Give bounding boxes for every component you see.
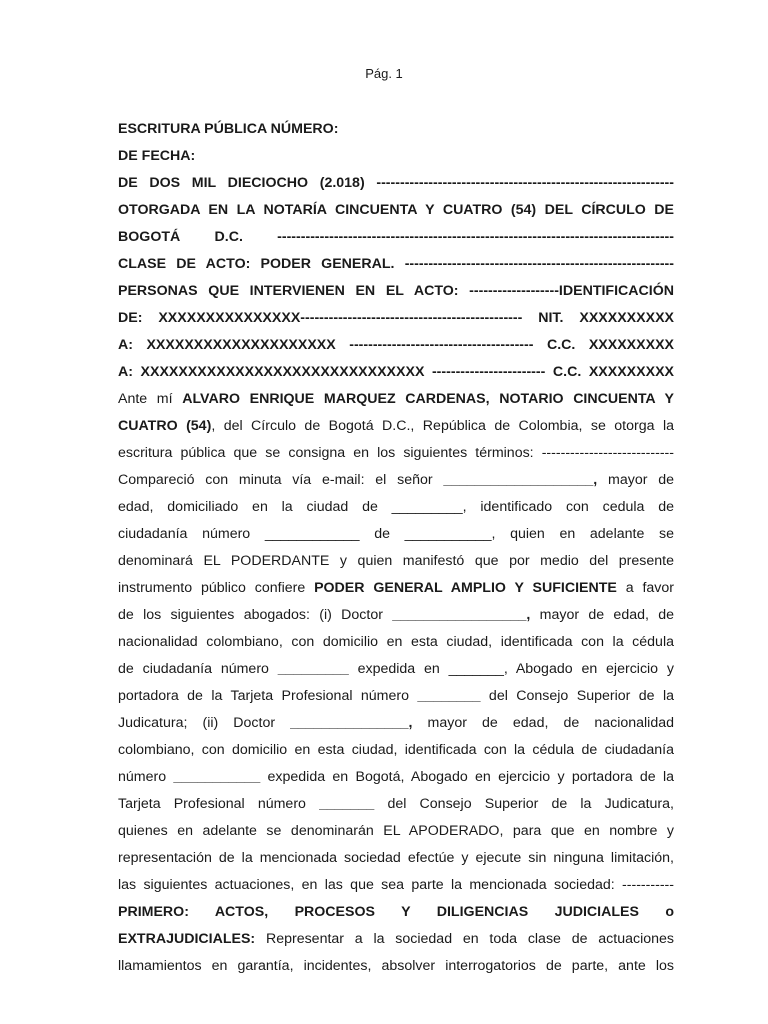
bold-text-segment: ALVARO ENRIQUE MARQUEZ CARDENAS, NOTARIO CINCUENTA Y [182, 391, 674, 407]
document-line [118, 926, 674, 953]
document-line [118, 224, 674, 251]
document-line [118, 764, 674, 791]
document-line [118, 791, 674, 818]
bold-text-segment: PRIMERO: ACTOS, PROCESOS Y DILIGENCIAS JUDICIALES o [118, 904, 674, 920]
page-number: Pág. 1 [365, 66, 403, 81]
text-segment: escritura pública que se consigna en los siguientes términos: ---------------------------- [118, 445, 674, 461]
bold-text-segment: ___________________, [443, 472, 598, 488]
document-line [118, 710, 674, 737]
document-line [118, 440, 674, 467]
text-segment: Representar a la sociedad en toda clase de actuaciones [255, 931, 674, 947]
text-segment: nacionalidad colombiano, con domicilio en esta ciudad, identificada con la cédula [118, 634, 674, 650]
document-line [118, 872, 674, 899]
text-segment: quienes en adelante se denominarán EL APODERADO, para que en nombre y [118, 823, 674, 839]
bold-text-segment: OTORGADA EN LA NOTARÍA CINCUENTA Y CUATRO (54) DEL CÍRCULO DE [118, 202, 674, 218]
bold-text-segment: ___________ [173, 769, 261, 785]
text-segment: , del Círculo de Bogotá D.C., República de Colombia, se otorga la [211, 418, 674, 434]
text-segment: edad, domiciliado en la ciudad de _________, identificado con cedula de [118, 499, 674, 515]
bold-text-segment: ESCRITURA PÚBLICA NÚMERO: [118, 121, 339, 137]
document-line [118, 251, 674, 278]
document-line [118, 143, 674, 170]
document-line [118, 737, 674, 764]
bold-text-segment: PERSONAS QUE INTERVIENEN EN EL ACTO: -------------------IDENTIFICACIÓN [118, 283, 674, 299]
document-body [118, 116, 674, 980]
bold-text-segment: BOGOTÁ D.C. ------------------------------------------------------------------------------------ [118, 229, 674, 245]
document-line [118, 170, 674, 197]
text-segment: expedida en _______, Abogado en ejercicio y [348, 661, 674, 677]
text-segment: Tarjeta Profesional número [118, 796, 320, 812]
text-segment: de los siguientes abogados: (i) Doctor [118, 607, 393, 623]
bold-text-segment: CUATRO (54) [118, 418, 212, 434]
bold-text-segment: _______________, [290, 715, 413, 731]
bold-text-segment: _________________, [392, 607, 531, 623]
document-line [118, 494, 674, 521]
document-line [118, 953, 674, 980]
document-line [118, 602, 674, 629]
text-segment: denominará EL PODERDANTE y quien manifestó que por medio del presente [118, 553, 674, 569]
bold-text-segment: DE FECHA: [118, 148, 196, 164]
text-segment: llamamientos en garantía, incidentes, absolver interrogatorios de parte, ante los [118, 958, 674, 974]
bold-text-segment: _______ [319, 796, 375, 812]
text-segment: mayor de [597, 472, 674, 488]
document-line [118, 656, 674, 683]
text-segment: las siguientes actuaciones, en las que sea parte la mencionada sociedad: ----------- [118, 877, 674, 893]
text-segment: representación de la mencionada sociedad efectúe y ejecute sin ninguna limitación, [118, 850, 674, 866]
document-line [118, 845, 674, 872]
bold-text-segment: ________ [417, 688, 481, 704]
text-segment: colombiano, con domicilio en esta ciudad, identificada con la cédula de ciudadanía [118, 742, 674, 758]
document-line [118, 386, 674, 413]
bold-text-segment: _________ [277, 661, 349, 677]
document-line [118, 818, 674, 845]
bold-text-segment: PODER GENERAL AMPLIO Y SUFICIENTE [314, 580, 617, 596]
text-segment: Ante mí [118, 391, 183, 407]
document-line [118, 899, 674, 926]
bold-text-segment: DE: XXXXXXXXXXXXXXX----------------------------------------------- NIT. XXXXXXXXXX [118, 310, 674, 326]
document-line [118, 413, 674, 440]
bold-text-segment: A: XXXXXXXXXXXXXXXXXXXX --------------------------------------- C.C. XXXXXXXXX [118, 337, 674, 353]
document-line [118, 305, 674, 332]
text-segment: del Consejo Superior de la [480, 688, 674, 704]
text-segment: a favor [616, 580, 674, 596]
text-segment: Compareció con minuta vía e-mail: el señor [118, 472, 444, 488]
bold-text-segment: CLASE DE ACTO: PODER GENERAL. --------------------------------------------------------- [118, 256, 674, 272]
text-segment: expedida en Bogotá, Abogado en ejercicio y portadora de la [260, 769, 674, 785]
text-segment: ciudadanía número ____________ de ___________, quien en adelante se [118, 526, 674, 542]
text-segment: instrumento público confiere [118, 580, 315, 596]
bold-text-segment: DE DOS MIL DIECIOCHO (2.018) --------------------------------------------------------------- [118, 175, 674, 191]
document-line [118, 548, 674, 575]
document-line [118, 332, 674, 359]
text-segment: de ciudadanía número [118, 661, 278, 677]
bold-text-segment: EXTRAJUDICIALES: [118, 931, 256, 947]
document-line [118, 521, 674, 548]
document-line [118, 629, 674, 656]
document-line [118, 278, 674, 305]
document-line [118, 467, 674, 494]
text-segment: mayor de edad, de [530, 607, 674, 623]
text-segment: mayor de edad, de nacionalidad [412, 715, 674, 731]
document-line [118, 359, 674, 386]
document-line [118, 116, 674, 143]
document-line [118, 575, 674, 602]
text-segment: número [118, 769, 174, 785]
document-line [118, 197, 674, 224]
bold-text-segment: A: XXXXXXXXXXXXXXXXXXXXXXXXXXXXXX ------------------------ C.C. XXXXXXXXX [118, 364, 674, 380]
text-segment: Judicatura; (ii) Doctor [118, 715, 291, 731]
text-segment: portadora de la Tarjeta Profesional número [118, 688, 418, 704]
text-segment: del Consejo Superior de la Judicatura, [374, 796, 674, 812]
document-line [118, 683, 674, 710]
